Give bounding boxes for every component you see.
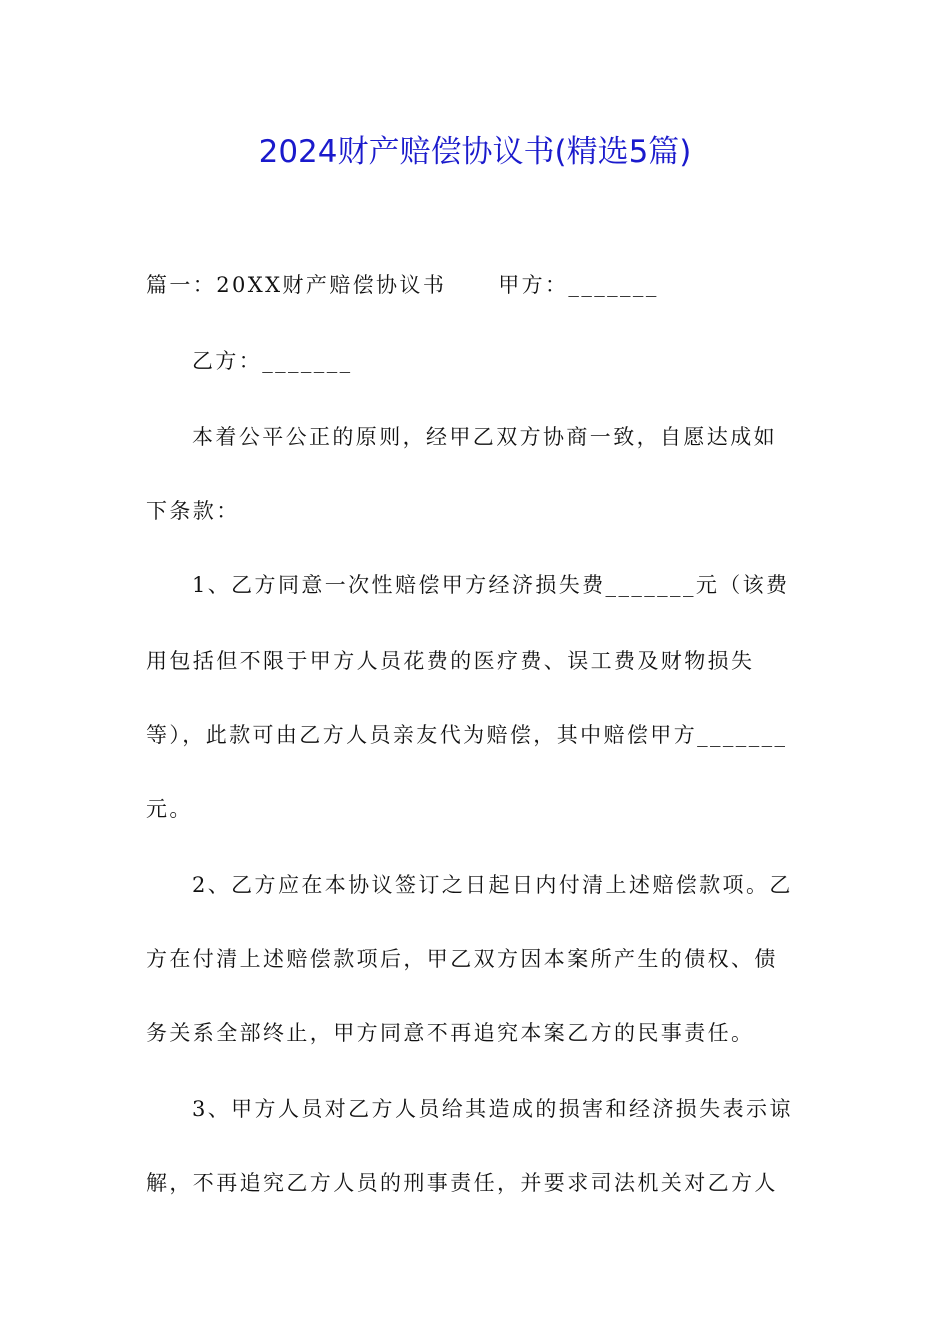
paragraph-line: 本着公平公正的原则，经甲乙双方协商一致，自愿达成如: [192, 425, 777, 449]
clause-line: 方在付清上述赔偿款项后，甲乙双方因本案所产生的债权、债: [146, 947, 778, 971]
clause-line: 3、甲方人员对乙方人员给其造成的损害和经济损失表示谅: [192, 1097, 793, 1121]
party-a-field: 甲方：_______: [498, 273, 659, 297]
clause-line: 等），此款可由乙方人员亲友代为赔偿，其中赔偿甲方_______: [146, 723, 788, 747]
clause-line: 用包括但不限于甲方人员花费的医疗费、误工费及财物损失: [146, 649, 755, 673]
clause-line: 务关系全部终止，甲方同意不再追究本案乙方的民事责任。: [146, 1021, 755, 1045]
party-b-field: 乙方：_______: [192, 349, 353, 373]
clause-line: 解，不再追究乙方人员的刑事责任，并要求司法机关对乙方人: [146, 1171, 778, 1195]
section-heading: 篇一：20XX财产赔偿协议书: [146, 273, 447, 297]
clause-line: 1、乙方同意一次性赔偿甲方经济损失费_______元（该费: [192, 573, 790, 597]
document-title: 2024财产赔偿协议书(精选5篇): [258, 134, 692, 170]
clause-line: 2、乙方应在本协议签订之日起日内付清上述赔偿款项。乙: [192, 873, 793, 897]
paragraph-line: 下条款：: [146, 499, 240, 523]
clause-line: 元。: [146, 797, 193, 821]
section-heading-line: [146, 270, 659, 300]
